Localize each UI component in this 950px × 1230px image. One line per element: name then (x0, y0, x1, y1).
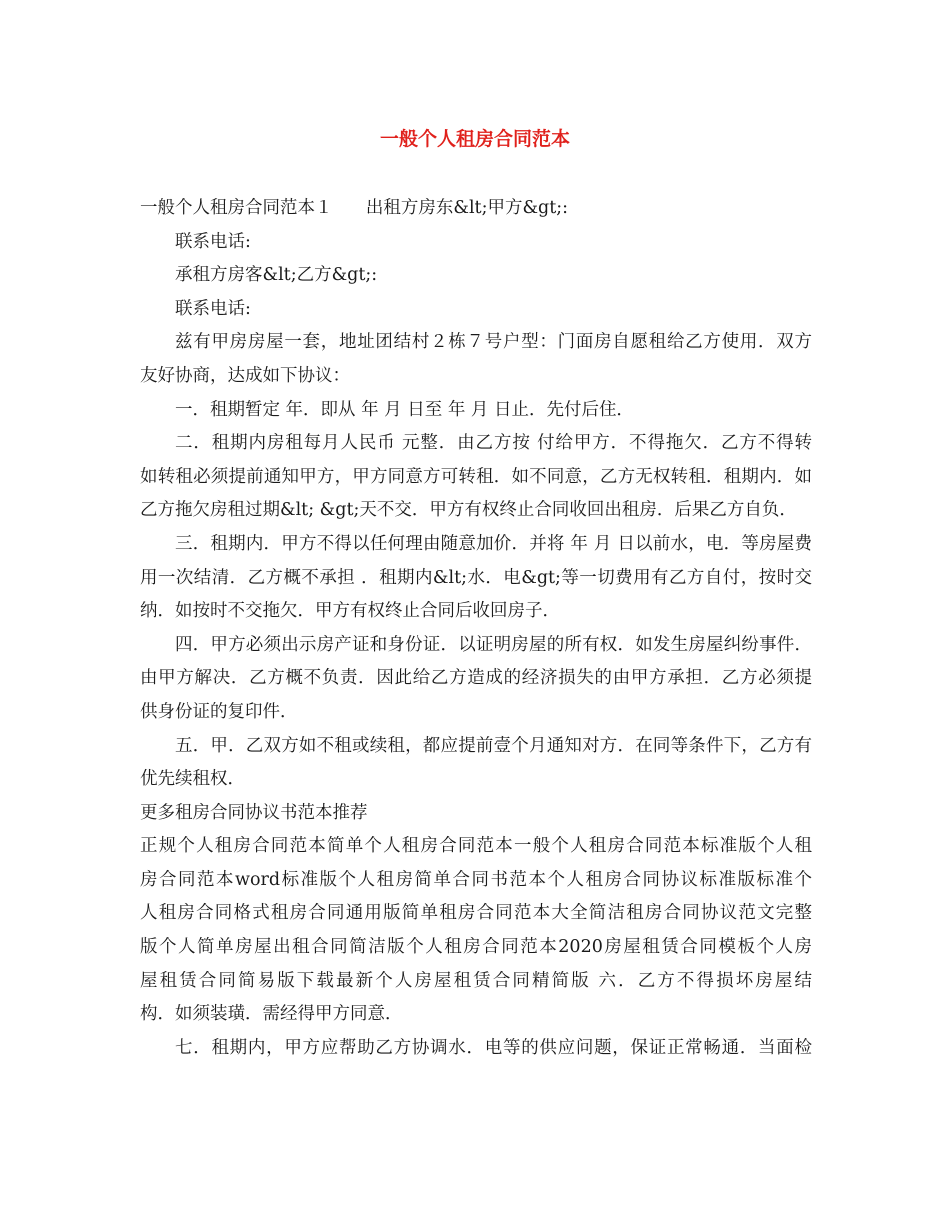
text-line: 三．租期内．甲方不得以任何理由随意加价．并将 年 月 日以前水，电．等房屋费 (175, 533, 812, 554)
text-line: 版个人简单房屋出租合同简洁版个人租房合同范本2020房屋租赁合同模板个人房 (140, 937, 812, 958)
text-line: 供身份证的复印件． (140, 701, 298, 722)
text-line: 由甲方解决．乙方概不负责．因此给乙方造成的经济损失的由甲方承担．乙方必须提 (140, 668, 812, 689)
text-line: 屋租赁合同简易版下载最新个人房屋租赁合同精简版 六．乙方不得损坏房屋结 (140, 970, 812, 991)
text-line: 乙方拖欠房租过期&lt; &gt;天不交．甲方有权终止合同收回出租房．后果乙方自负． (140, 500, 797, 521)
text-line: 五．甲．乙双方如不租或续租，都应提前壹个月通知对方．在同等条件下，乙方有 (175, 735, 812, 756)
text-line: 兹有甲房房屋一套，地址团结村２栋７号户型：门面房自愿租给乙方使用．双方 (175, 332, 812, 353)
text-line: 优先续租权． (140, 769, 245, 790)
text-line: 联系电话: (175, 298, 251, 319)
text-line: 友好协商，达成如下协议： (140, 365, 350, 386)
text-line: 承租方房客&lt;乙方&gt;: (175, 265, 378, 286)
text-line: 纳．如按时不交拖欠．甲方有权终止合同后收回房子． (140, 601, 560, 622)
document-body (140, 192, 812, 1065)
text-line: 正规个人租房合同范本简单个人租房合同范本一般个人租房合同范本标准版个人租 (140, 836, 812, 857)
text-line: 更多租房合同协议书范本推荐 (140, 802, 368, 823)
text-line: 如转租必须提前通知甲方，甲方同意方可转租．如不同意，乙方无权转租．租期内．如 (140, 466, 812, 487)
text-line: 七．租期内，甲方应帮助乙方协调水．电等的供应问题，保证正常畅通．当面检 (175, 1037, 812, 1058)
text-line: 二．租期内房租每月人民币 元整．由乙方按 付给甲方．不得拖欠．乙方不得转 (175, 433, 812, 454)
text-line: 一．租期暂定 年．即从 年 月 日至 年 月 日止．先付后住． (175, 399, 634, 420)
text-line: 人租房合同格式租房合同通用版简单租房合同范本大全简洁租房合同协议范文完整 (140, 903, 812, 924)
text-line: 用一次结清．乙方概不承担 ．租期内&lt;水．电&gt;等一切费用有乙方自付，按时交 (140, 567, 812, 588)
text-line: 构．如须装璜．需经得甲方同意． (140, 1004, 403, 1025)
text-line: 一般个人租房合同范本１ 出租方房东&lt;甲方&gt;: (140, 198, 569, 218)
text-line: 四．甲方必须出示房产证和身份证．以证明房屋的所有权．如发生房屋纠纷事件． (175, 634, 812, 655)
text-line: 联系电话: (175, 231, 251, 252)
text-line: 房合同范本word标准版个人租房简单合同书范本个人租房合同协议标准版标准个 (140, 869, 812, 890)
document-title: 一般个人租房合同范本 (379, 128, 570, 150)
